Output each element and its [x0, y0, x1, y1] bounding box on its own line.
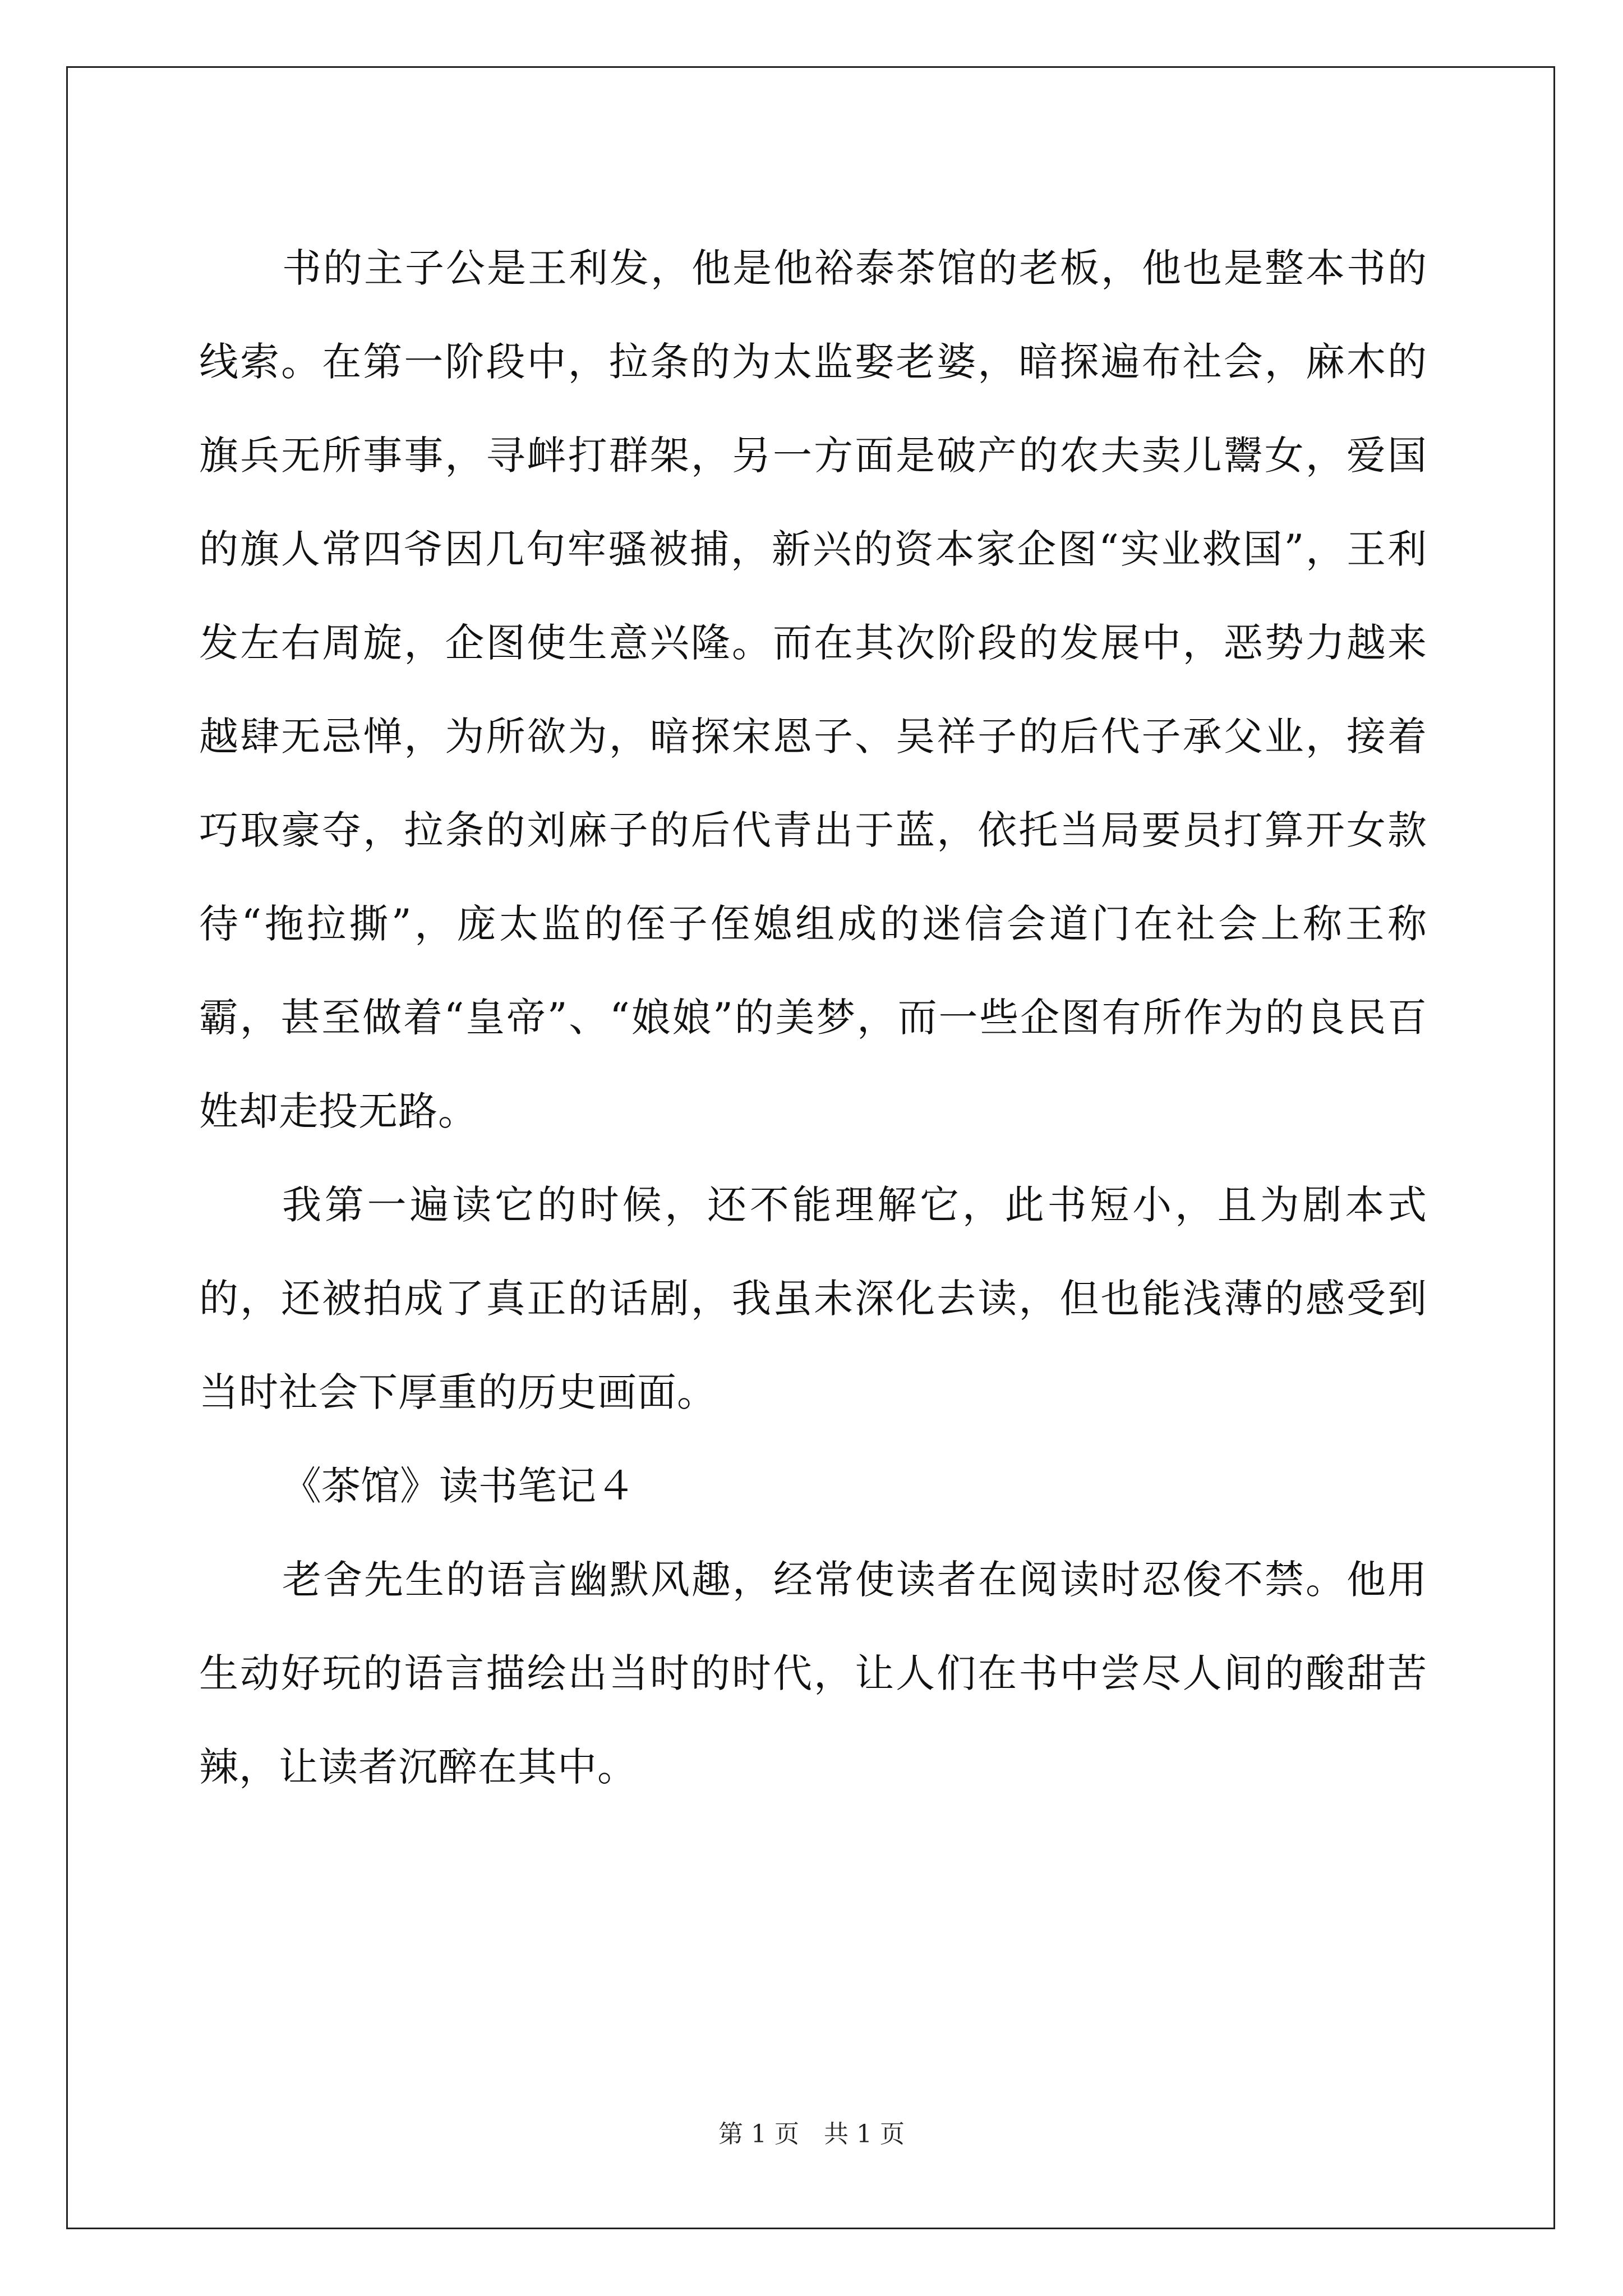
document-body — [199, 222, 1427, 1814]
page-footer: 第 1 页 共 1 页 — [718, 2120, 905, 2148]
section-heading: 《茶馆》读书笔记４ — [282, 1463, 635, 1509]
paragraph-3: 老舍先生的语言幽默风趣，经常使读者在阅读时忍俊不禁。他用生动好玩的语言描绘出当时的时代，让人们在书中尝尽人间的酸甜苦辣，让读者沉醉在其中。 — [199, 1557, 1427, 1790]
paragraph-2: 我第一遍读它的时候，还不能理解它，此书短小，且为剧本式的，还被拍成了真正的话剧，我虽未深化去读，但也能浅薄的感受到当时社会下厚重的历史画面。 — [199, 1182, 1427, 1415]
paragraph-1: 书的主子公是王利发，他是他裕泰茶馆的老板，他也是整本书的线索。在第一阶段中，拉条的为太监娶老婆，暗探遍布社会，麻木的旗兵无所事事，寻衅打群架，另一方面是破产的农夫卖儿鬻女，爱国的旗人常四爷因几句牢骚被捕，新兴的资本家企图“实业救国”，王利发左右周旋，企图使生意兴隆。而在其次阶段的发展中，恶势力越来越肆无忌惮，为所欲为，暗探宋恩子、吴祥子的后代子承父业，接着巧取豪夺，拉条的刘麻子的后代青出于蓝，依托当局要员打算开女款待“拖拉撕”，庞太监的侄子侄媳组成的迷信会道门在社会上称王称霸，甚至做着“皇帝”、“娘娘”的美梦，而一些企图有所作为的良民百姓却走投无路。 — [199, 245, 1427, 1134]
